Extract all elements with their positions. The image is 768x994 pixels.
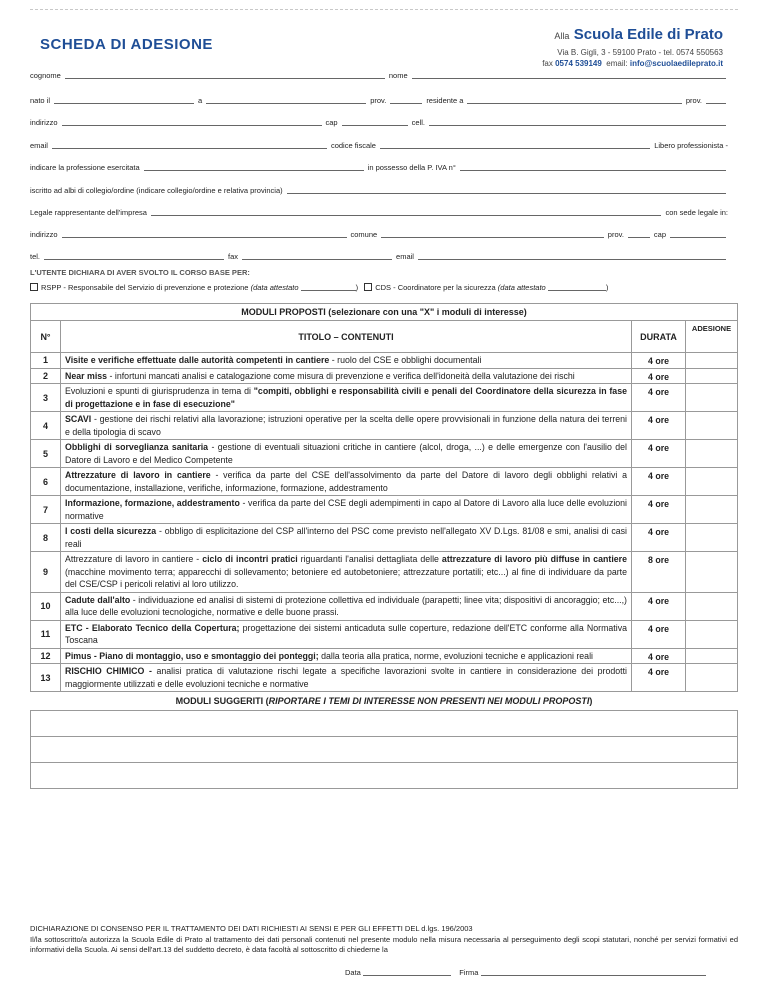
module-duration: 4 ore [632,412,686,440]
module-number: 6 [31,468,61,496]
module-number: 12 [31,648,61,664]
module-number: 13 [31,664,61,692]
module-duration: 4 ore [632,384,686,412]
rspp-checkbox[interactable] [30,283,38,291]
tel-field[interactable] [44,251,224,260]
module-adesione-checkbox[interactable] [686,468,738,496]
module-adesione-checkbox[interactable] [686,440,738,468]
module-row [31,412,738,440]
module-duration: 4 ore [632,353,686,369]
modules-table [30,303,738,789]
prov-residenza-field[interactable] [706,95,726,104]
module-content: Informazione, formazione, addestramento - verifica da parte del CSE degli adempimenti in capo al Datore di Lavoro alla luce delle evoluzioni normative [61,496,632,524]
module-content: Cadute dall'alto - individuazione ed analisi di sistemi di protezione collettiva ed individuale (parapetti; linee vita; dispositivi di ancoraggio; etc...,) alla luce delle evoluzioni tecnologiche, normative e delle buone prassi. [61,592,632,620]
module-content: Evoluzioni e spunti di giurisprudenza in tema di "compiti, obblighi e responsabilità civili e penali del Coordinatore della sicurezza in fase di progettazione e in fase di esecuzione" [61,384,632,412]
libero-professionista-label: Libero professionista - [654,141,728,150]
module-duration: 4 ore [632,524,686,552]
module-duration: 4 ore [632,592,686,620]
comune-field[interactable] [381,229,604,238]
row-email: email codice fiscale Libero professionista - [30,141,728,150]
consent-title: DICHIARAZIONE DI CONSENSO PER IL TRATTAMENTO DEI DATI RICHIESTI AI SENSI E PER GLI EFFETTI DEL d.lgs. 196/2003 [30,924,473,933]
module-adesione-checkbox[interactable] [686,664,738,692]
module-number: 10 [31,592,61,620]
module-row [31,524,738,552]
module-content: Attrezzature di lavoro in cantiere - verifica da parte del CSE dell'assolvimento da parte del Datore di lavoro degli obblighi relativi a documentazione, installazione, verifiche, informazione, formazione, addestramento [61,468,632,496]
col-n-header: N° [31,321,61,353]
albi-field[interactable] [287,185,726,194]
row-professione: indicare la professione esercitata in possesso della P. IVA n° [30,162,730,172]
module-row [31,648,738,664]
module-row [31,496,738,524]
cds-checkbox[interactable] [364,283,372,291]
nome-field[interactable] [412,70,726,79]
module-number: 8 [31,524,61,552]
fax-field[interactable] [242,251,392,260]
module-adesione-checkbox[interactable] [686,353,738,369]
residenza-field[interactable] [467,95,681,104]
cds-date-field[interactable] [548,283,606,291]
declaration-options: RSPP - Responsabile del Servizio di prevenzione e protezione (data attestato ) CDS - Coordinatore per la sicurezza (data attestato ) [30,283,608,292]
data-field[interactable] [363,968,451,976]
school-address: Via B. Gigli, 3 - 59100 Prato - tel. 0574 550563 [557,48,723,57]
module-adesione-checkbox[interactable] [686,384,738,412]
cap-sede-field[interactable] [670,229,726,238]
signature-line: Data Firma [345,968,706,977]
module-content: Near miss - infortuni mancati analisi e catalogazione come misura di prevenzione e verifica dell'idoneità della valutazione dei rischi [61,368,632,384]
piva-field[interactable] [460,162,726,171]
module-content: SCAVI - gestione dei rischi relativi alla lavorazione; istruzioni operative per la scelta delle opere provvisionali in funzione della natura dei terreni e della tipologia di scavo [61,412,632,440]
suggested-module-field[interactable] [31,711,738,737]
page-title: SCHEDA DI ADESIONE [40,36,213,53]
row-name: cognome nome [30,70,730,80]
cognome-field[interactable] [65,70,385,79]
indirizzo-field[interactable] [62,117,322,126]
suggested-module-field[interactable] [31,737,738,763]
cell-field[interactable] [429,117,726,126]
email-impresa-field[interactable] [418,251,726,260]
module-content: Visite e verifiche effettuate dalle autorità competenti in cantiere - ruolo del CSE e obblighi documentali [61,353,632,369]
legale-rappresentante-field[interactable] [151,207,662,216]
module-adesione-checkbox[interactable] [686,648,738,664]
module-adesione-checkbox[interactable] [686,552,738,593]
module-row [31,552,738,593]
module-adesione-checkbox[interactable] [686,524,738,552]
indirizzo-sede-field[interactable] [62,229,347,238]
module-content: Attrezzature di lavoro in cantiere - ciclo di incontri pratici riguardanti l'analisi dettagliata delle attrezzature di lavoro più diffuse in cantiere (macchine movimento terra; apparecchi di sollevamento; betoniere ed autobetoniere; attrezzature portatili; etc...) al fine di individuare da parte del CSE/CSP i pericoli relativi al loro utilizzo. [61,552,632,593]
module-number: 3 [31,384,61,412]
row-contatti-impresa: tel. fax email [30,251,730,261]
module-duration: 8 ore [632,552,686,593]
school-address-block [542,26,723,68]
module-row [31,353,738,369]
row-birth: nato il a prov. residente a prov. [30,95,730,105]
school-name: Scuola Edile di Prato [573,26,723,43]
module-duration: 4 ore [632,648,686,664]
module-duration: 4 ore [632,496,686,524]
row-sede: indirizzo comune prov. cap [30,229,730,239]
row-address: indirizzo cap cell. [30,117,730,127]
firma-field[interactable] [481,968,706,976]
module-content: Pimus - Piano di montaggio, uso e smontaggio dei ponteggi; dalla teoria alla pratica, norme, evoluzioni tecniche e applicazioni reali [61,648,632,664]
consent-text: Il/la sottoscritto/a autorizza la Scuola Edile di Prato al trattamento dei dati personali contenuti nel presente modulo nella misura necessaria al perseguimento degli scopi statutari, nonché per servizi formativi ed informativi della Scuola. Ai sensi dell'art.13 del suddetto decreto, è data facoltà al sottoscritto di chiederne la [30,935,738,954]
module-number: 2 [31,368,61,384]
module-content: I costi della sicurezza - obbligo di esplicitazione del CSP all'interno del PSC come previsto nell'allegato XV D.Lgs. 81/08 e smi, analisi di casi reali [61,524,632,552]
module-number: 1 [31,353,61,369]
rspp-date-field[interactable] [301,283,356,291]
module-duration: 4 ore [632,368,686,384]
prov-nascita-field[interactable] [390,95,422,104]
col-adesione-header: ADESIONE [686,321,738,353]
module-adesione-checkbox[interactable] [686,496,738,524]
module-duration: 4 ore [632,664,686,692]
module-duration: 4 ore [632,468,686,496]
prov-sede-field[interactable] [628,229,650,238]
luogo-nascita-field[interactable] [206,95,366,104]
suggested-module-field[interactable] [31,763,738,789]
suggested-modules-title: MODULI SUGGERITI (RIPORTARE I TEMI DI INTERESSE NON PRESENTI NEI MODULI PROPOSTI) [175,696,593,706]
module-adesione-checkbox[interactable] [686,592,738,620]
module-adesione-checkbox[interactable] [686,620,738,648]
module-row [31,440,738,468]
module-content: Obblighi di sorveglianza sanitaria - gestione di eventuali situazioni critiche in cantiere (alcol, droga, ...) e delle emergenze con l'ausilio del Datore di Lavoro e del Medico Competente [61,440,632,468]
fax-number: 0574 539149 [555,59,602,68]
module-number: 5 [31,440,61,468]
module-number: 9 [31,552,61,593]
declaration-title: L'UTENTE DICHIARA DI AVER SVOLTO IL CORSO BASE PER: [30,268,250,277]
cap-field[interactable] [342,117,408,126]
module-row [31,620,738,648]
modules-banner: MODULI PROPOSTI (selezionare con una "X" i moduli di interesse) [31,304,738,321]
school-contacts: fax 0574 539149 email: info@scuolaedileprato.it [542,59,723,68]
school-email: info@scuolaedileprato.it [629,59,723,68]
module-duration: 4 ore [632,620,686,648]
module-row [31,384,738,412]
module-adesione-checkbox[interactable] [686,368,738,384]
col-title-header: TITOLO – CONTENUTI [61,321,632,353]
nato-il-field[interactable] [54,95,194,104]
col-durata-header: DURATA [632,321,686,353]
email-field[interactable] [52,140,327,149]
module-number: 7 [31,496,61,524]
module-number: 11 [31,620,61,648]
row-legale: Legale rappresentante dell'impresa con sede legale in: [30,208,728,217]
module-row [31,664,738,692]
row-albi: iscritto ad albi di collegio/ordine (indicare collegio/ordine e relativa provincia) [30,185,730,195]
module-row [31,368,738,384]
codice-fiscale-field[interactable] [380,140,650,149]
module-content: ETC - Elaborato Tecnico della Copertura; progettazione dei sistemi anticaduta sulle coperture, redazione dell'ETC conforme alla Normativa Toscana [61,620,632,648]
module-duration: 4 ore [632,440,686,468]
alla-label: Alla [554,31,570,41]
top-dashed-rule [30,9,738,10]
module-number: 4 [31,412,61,440]
professione-field[interactable] [144,162,364,171]
module-adesione-checkbox[interactable] [686,412,738,440]
module-content: RISCHIO CHIMICO - analisi pratica di valutazione rischi legate a specifiche lavorazioni svolte in cantiere in considerazione dei prodotti maggiormente utilizzati e delle evoluzioni tecniche e normative [61,664,632,692]
module-row [31,592,738,620]
module-row [31,468,738,496]
